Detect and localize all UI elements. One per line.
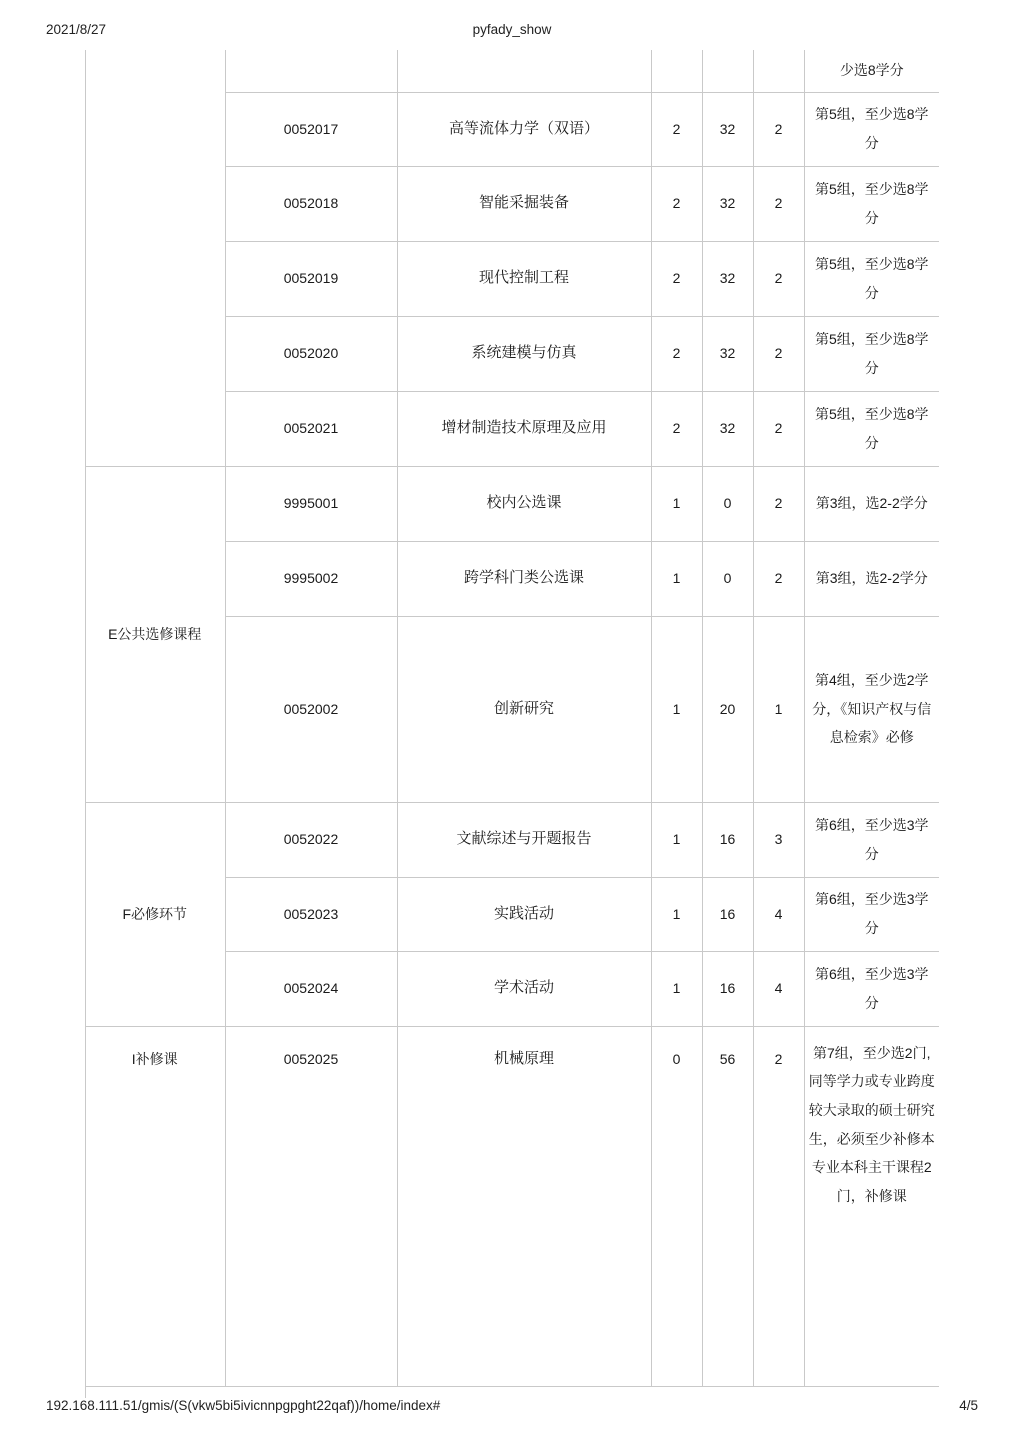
print-header xyxy=(0,22,1024,42)
cell-term: 2 xyxy=(753,391,804,466)
cell-hours xyxy=(702,50,753,92)
cell-name: 机械原理 xyxy=(397,1026,651,1386)
cell-category xyxy=(85,50,225,466)
cell-term: 2 xyxy=(753,541,804,616)
cell-category: E公共选修课程 xyxy=(85,466,225,802)
cell-code: 0052025 xyxy=(225,1026,397,1386)
cell-credit: 2 xyxy=(651,92,702,166)
cell-note: 第5组，至少选8学分 xyxy=(804,241,939,316)
print-date: 2021/8/27 xyxy=(46,22,107,37)
cell-note: 第3组，选2-2学分 xyxy=(804,541,939,616)
cell-credit: 0 xyxy=(651,1026,702,1386)
cell-name: 增材制造技术原理及应用 xyxy=(397,391,651,466)
cell-note: 第5组，至少选8学分 xyxy=(804,166,939,241)
curriculum-table-container xyxy=(85,50,939,1387)
cell-credit: 2 xyxy=(651,391,702,466)
cell-hours: 32 xyxy=(702,241,753,316)
cell-name: 创新研究 xyxy=(397,616,651,802)
cell-name: 现代控制工程 xyxy=(397,241,651,316)
cell-category: F必修环节 xyxy=(85,802,225,1026)
source-url: 192.168.111.51/gmis/(S(vkw5bi5ivicnnpgpght22qaf))/home/index# xyxy=(46,1398,441,1413)
cell-code xyxy=(225,50,397,92)
cell-hours: 32 xyxy=(702,316,753,391)
cell-name: 高等流体力学（双语） xyxy=(397,92,651,166)
cell-note: 第7组，至少选2门,同等学力或专业跨度较大录取的硕士研究生，必须至少补修本专业本科主干课程2门，补修课 xyxy=(804,1026,939,1386)
cell-code: 0052020 xyxy=(225,316,397,391)
cell-name: 校内公选课 xyxy=(397,466,651,541)
cell-hours: 0 xyxy=(702,541,753,616)
cell-credit: 1 xyxy=(651,877,702,951)
cell-term: 2 xyxy=(753,166,804,241)
cell-term: 2 xyxy=(753,241,804,316)
cell-code: 0052019 xyxy=(225,241,397,316)
cell-hours: 16 xyxy=(702,877,753,951)
cell-name xyxy=(397,50,651,92)
cell-code: 9995001 xyxy=(225,466,397,541)
cell-credit: 1 xyxy=(651,541,702,616)
cell-hours: 32 xyxy=(702,391,753,466)
cell-credit: 2 xyxy=(651,166,702,241)
cell-term: 2 xyxy=(753,316,804,391)
cell-code: 9995002 xyxy=(225,541,397,616)
document-title: pyfady_show xyxy=(472,22,552,37)
cell-note: 少选8学分 xyxy=(804,50,939,92)
table-row xyxy=(85,50,939,92)
cell-credit: 1 xyxy=(651,466,702,541)
cell-note: 第6组，至少选3学分 xyxy=(804,951,939,1026)
cell-note: 第5组，至少选8学分 xyxy=(804,316,939,391)
cell-term: 1 xyxy=(753,616,804,802)
cell-name: 实践活动 xyxy=(397,877,651,951)
cell-term: 2 xyxy=(753,1026,804,1386)
cell-hours: 16 xyxy=(702,802,753,877)
cell-note: 第6组，至少选3学分 xyxy=(804,802,939,877)
cell-note: 第5组，至少选8学分 xyxy=(804,391,939,466)
cell-name: 跨学科门类公选课 xyxy=(397,541,651,616)
cell-category: I补修课 xyxy=(85,1026,225,1386)
cell-term: 2 xyxy=(753,92,804,166)
cell-code: 0052023 xyxy=(225,877,397,951)
cell-code: 0052024 xyxy=(225,951,397,1026)
page-number: 4/5 xyxy=(959,1398,978,1413)
cell-code: 0052021 xyxy=(225,391,397,466)
cell-term: 3 xyxy=(753,802,804,877)
cell-code: 0052022 xyxy=(225,802,397,877)
cell-hours: 20 xyxy=(702,616,753,802)
cell-credit: 2 xyxy=(651,241,702,316)
cell-hours: 56 xyxy=(702,1026,753,1386)
cell-term xyxy=(753,50,804,92)
cell-term: 2 xyxy=(753,466,804,541)
cell-name: 系统建模与仿真 xyxy=(397,316,651,391)
table-row xyxy=(85,466,939,541)
cell-code: 0052017 xyxy=(225,92,397,166)
cell-hours: 32 xyxy=(702,166,753,241)
cell-hours: 32 xyxy=(702,92,753,166)
cell-name: 学术活动 xyxy=(397,951,651,1026)
cell-hours: 16 xyxy=(702,951,753,1026)
cell-term: 4 xyxy=(753,951,804,1026)
cell-name: 智能采掘装备 xyxy=(397,166,651,241)
print-footer xyxy=(0,1398,1024,1418)
cell-note: 第6组，至少选3学分 xyxy=(804,877,939,951)
cell-credit: 1 xyxy=(651,616,702,802)
table-row xyxy=(85,1026,939,1386)
cell-code: 0052018 xyxy=(225,166,397,241)
cell-credit: 1 xyxy=(651,802,702,877)
cell-credit: 2 xyxy=(651,316,702,391)
cell-credit xyxy=(651,50,702,92)
cell-note: 第5组，至少选8学分 xyxy=(804,92,939,166)
cell-credit: 1 xyxy=(651,951,702,1026)
cell-code: 0052002 xyxy=(225,616,397,802)
curriculum-table xyxy=(85,50,939,1387)
cell-note: 第4组，至少选2学分，《知识产权与信息检索》必修 xyxy=(804,616,939,802)
cell-note: 第3组，选2-2学分 xyxy=(804,466,939,541)
cell-term: 4 xyxy=(753,877,804,951)
cell-hours: 0 xyxy=(702,466,753,541)
table-row xyxy=(85,802,939,877)
cell-name: 文献综述与开题报告 xyxy=(397,802,651,877)
